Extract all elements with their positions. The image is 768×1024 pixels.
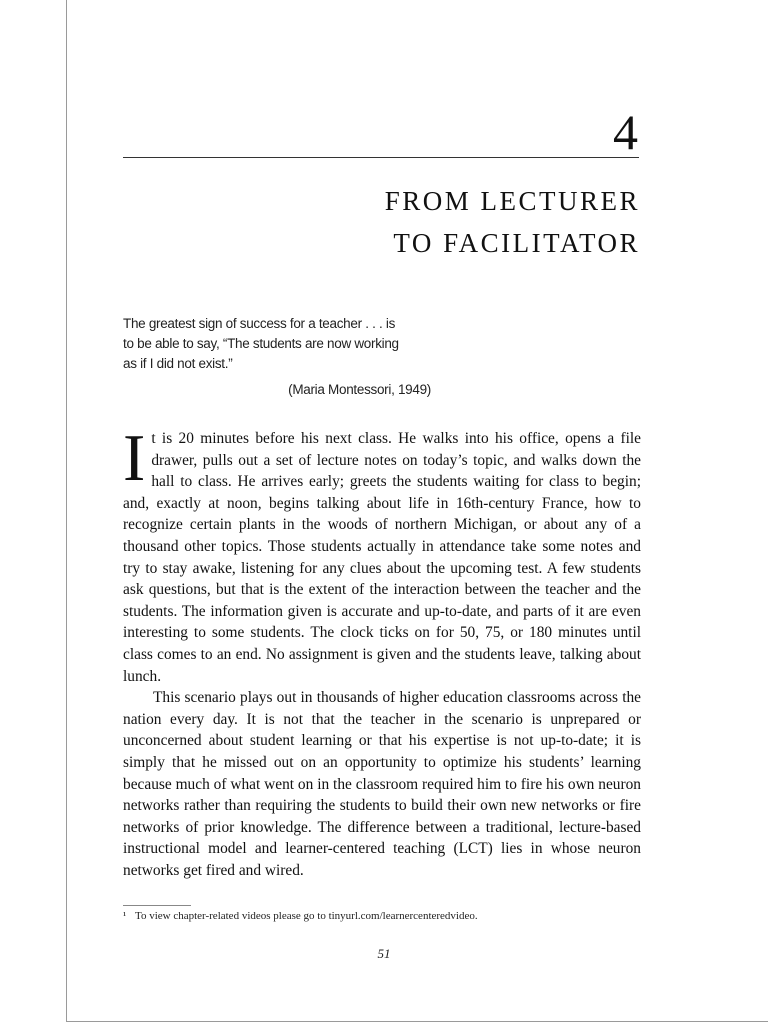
chapter-number: 4 [613, 104, 638, 160]
footnote-marker: ¹ [123, 910, 127, 922]
epigraph-line-2: to be able to say, “The students are now working [123, 336, 399, 351]
epigraph-quote [123, 314, 443, 374]
page-number: 51 [377, 946, 391, 961]
body-text [123, 421, 641, 881]
paragraph-2: This scenario plays out in thousands of higher education classrooms across the nation every day. It is not that the teacher in the scenario is unprepared or unconcerned about student learning or that his expertise is not up-to-date; it is simply that he missed out on an opportunity to optimize his students’ learning because much of what went on in the classroom required him to fire his own neuron networks rather than requiring the students to build their own new networks or fire networks of prior knowledge. The difference between a traditional, lecture-based instructional model and learner-centered teaching (LCT) lies in whose neuron networks get fired and wired. [123, 689, 641, 879]
epigraph-line-1: The greatest sign of success for a teacher . . . is [123, 316, 396, 331]
footnote-text: To view chapter-related videos please go to tinyurl.com/learnercenteredvideo. [135, 910, 478, 922]
epigraph-line-3: as if I did not exist.” [123, 356, 233, 371]
chapter-title-line-1: FROM LECTURER [384, 186, 640, 216]
chapter-title-line-2: TO FACILITATOR [393, 228, 640, 258]
chapter-rule [123, 157, 639, 158]
footnote-rule [123, 905, 191, 906]
epigraph-citation: (Maria Montessori, 1949) [288, 382, 431, 397]
drop-cap: I [123, 421, 146, 495]
chapter-title [220, 180, 640, 264]
footnote [123, 908, 643, 924]
paragraph-1 [123, 421, 641, 687]
paragraph-1-text: t is 20 minutes before his next class. He walks into his office, opens a file drawer, pulls out a set of lecture notes on today’s topic, and walks down the hall to class. He arrives early; greets the students waiting for class to begin; and, exactly at noon, begins talking about life in 16th-century France, how to recognize certain plants in the woods of northern Michigan, or about any of a thousand other topics. Those students actually in attendance take some notes and try to stay awake, listening for any clues about the upcoming test. A few students ask questions, but that is the extent of the interaction between the teacher and the students. The information given is accurate and up-to-date, and parts of it are even interesting to some students. The clock ticks on for 50, 75, or 180 minutes until class comes to an end. No assignment is given and the students leave, talking about lunch. [123, 430, 641, 685]
